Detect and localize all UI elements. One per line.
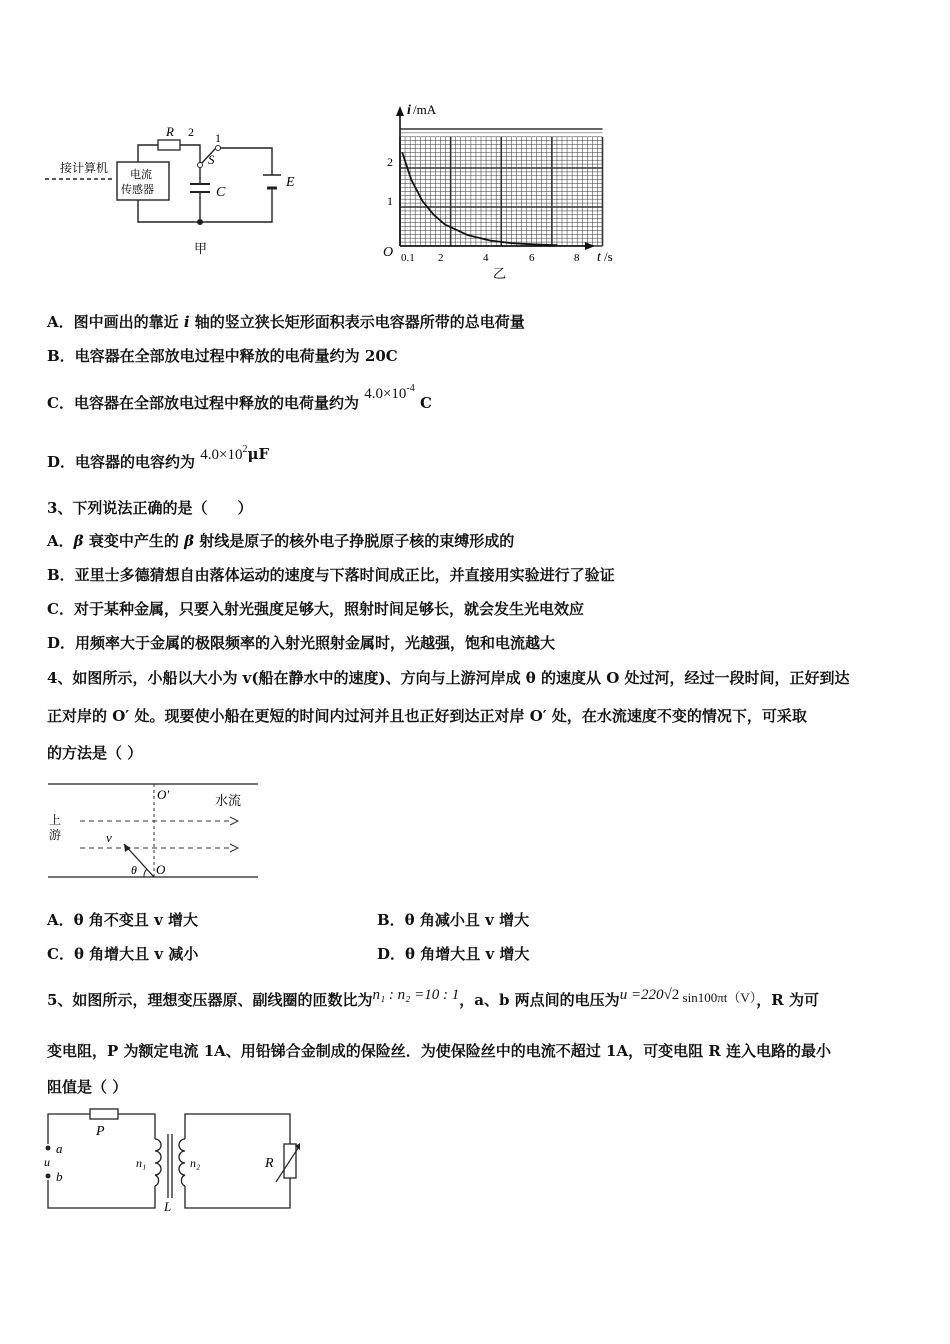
switch-pivot [198, 163, 203, 168]
q3-option-b: B．亚里士多德猜想自由落体运动的速度与下落时间成正比，并直接用实验进行了验证 [47, 566, 615, 584]
x-tick-0.1: 0.1 [401, 252, 415, 264]
computer-label: 接计算机 [60, 161, 109, 175]
secondary-coil [179, 1139, 185, 1186]
x-tick-6: 6 [529, 252, 535, 264]
terminal-b [46, 1174, 51, 1179]
flow-arrow-1 [230, 817, 238, 825]
circuit-caption: 甲 [194, 242, 208, 257]
river-boat-figure [40, 776, 265, 884]
theta-arc [144, 869, 147, 877]
junction-dot [197, 219, 203, 225]
y-tick-2: 2 [387, 155, 393, 169]
label-P: P [96, 1124, 105, 1139]
label-C: C [216, 185, 226, 200]
q4-option-a: A．θ 角不变且 v 增大 [47, 911, 199, 929]
graph-ylabel-unit: /mA [413, 102, 437, 117]
q4-option-c: C．θ 角增大且 v 减小 [47, 945, 199, 963]
label-E: E [286, 175, 295, 190]
y-axis-arrow [396, 106, 404, 116]
q2-option-c: C．电容器在全部放电过程中释放的电荷量约为 $4.0\times 10^{-4}$ C [47, 383, 432, 412]
terminal-a [46, 1146, 51, 1151]
q2-option-d: D．电容器的电容约为 $4.0\times 10^2\mu F$ [47, 444, 270, 471]
graph-ylabel-i: i [407, 103, 411, 118]
label-o-prime: O′ [157, 787, 170, 802]
switch-contact-1 [216, 146, 221, 151]
x-tick-8: 8 [574, 252, 580, 264]
q2-option-b: B．电容器在全部放电过程中释放的电荷量约为 20C [47, 347, 398, 365]
label-b: b [56, 1169, 63, 1184]
primary-coil [155, 1139, 161, 1186]
sensor-label-2: 传感器 [121, 183, 154, 196]
label-a: a [56, 1141, 63, 1156]
label-L: L [164, 1199, 172, 1214]
label-u: u [44, 1155, 50, 1169]
x-axis-arrow [585, 242, 595, 250]
label-upstream-1: 上 [49, 813, 62, 827]
label-v: v [106, 830, 112, 845]
secondary-wire [185, 1114, 290, 1208]
q4-option-b: B．θ 角减小且 v 增大 [377, 911, 530, 929]
q5-stem-line3: 阻值是（ ） [47, 1078, 128, 1096]
q4-stem-line3: 的方法是（ ） [47, 744, 143, 762]
transformer-circuit-figure [40, 1104, 300, 1214]
label-S: S [208, 152, 215, 167]
label-pos2: 2 [188, 125, 194, 139]
x-tick-4: 4 [483, 252, 489, 264]
capacitor-discharge-circuit [40, 120, 310, 260]
q2-option-a: A．图中画出的靠近 i 轴的竖立狭长矩形面积表示电容器所带的总电荷量 [47, 313, 525, 331]
q4-stem-line2: 正对岸的 O′ 处。现要使小船在更短的时间内过河并且也正好到达正对岸 O′ 处，在水流速度不变的情况下，可采取 [47, 707, 807, 725]
label-R: R [166, 124, 174, 139]
label-n2: n₂ [190, 1156, 201, 1170]
q4-stem-line1: 4、如图所示，小船以大小为 v(船在静水中的速度)、方向与上游河岸成 θ 的速度从 O 处过河，经过一段时间，正好到达 [47, 669, 850, 687]
discharge-graph [375, 98, 635, 283]
graph-caption: 乙 [493, 267, 507, 282]
sensor-label-1: 电流 [130, 168, 152, 181]
resistor-R [158, 140, 180, 150]
label-n1: n₁ [136, 1156, 147, 1170]
primary-wire-bottom [48, 1180, 155, 1208]
q5-stem-line2: 变电阻，P 为额定电流 1A、用铅锑合金制成的保险丝．为使保险丝中的电流不超过 1A，可变电阻 R 连入电路的最小 [47, 1042, 832, 1060]
y-tick-1: 1 [387, 194, 393, 208]
graph-xlabel-t: t [597, 250, 601, 265]
label-theta: θ [131, 863, 137, 877]
label-pos1: 1 [215, 131, 221, 145]
q3-option-a: A．β 衰变中产生的 β 射线是原子的核外电子挣脱原子核的束缚形成的 [47, 532, 515, 550]
x-tick-2: 2 [438, 252, 444, 264]
graph-grid [400, 129, 603, 246]
q3-option-c: C．对于某种金属，只要入射光强度足够大，照射时间足够长，就会发生光电效应 [47, 600, 584, 618]
q5-stem-line1: 5、如图所示，理想变压器原、副线圈的匝数比为n₁ : n₂ =10 : 1，a、b 两点间的电压为u =220√2 sin100πt（V），R 为可 [47, 987, 819, 1009]
graph-xlabel-unit: /s [604, 249, 613, 264]
label-o: O [156, 862, 166, 877]
q4-option-d: D．θ 角增大且 v 增大 [377, 945, 530, 963]
q3-stem: 3、下列说法正确的是（ ） [47, 499, 253, 517]
label-flow: 水流 [215, 794, 242, 809]
graph-origin: O [383, 245, 394, 260]
flow-arrow-2 [230, 844, 238, 852]
label-R-variable: R [265, 1156, 274, 1171]
q3-option-d: D．用频率大于金属的极限频率的入射光照射金属时，光越强，饱和电流越大 [47, 634, 556, 652]
fuse-P [90, 1109, 118, 1119]
label-upstream-2: 游 [49, 828, 62, 842]
